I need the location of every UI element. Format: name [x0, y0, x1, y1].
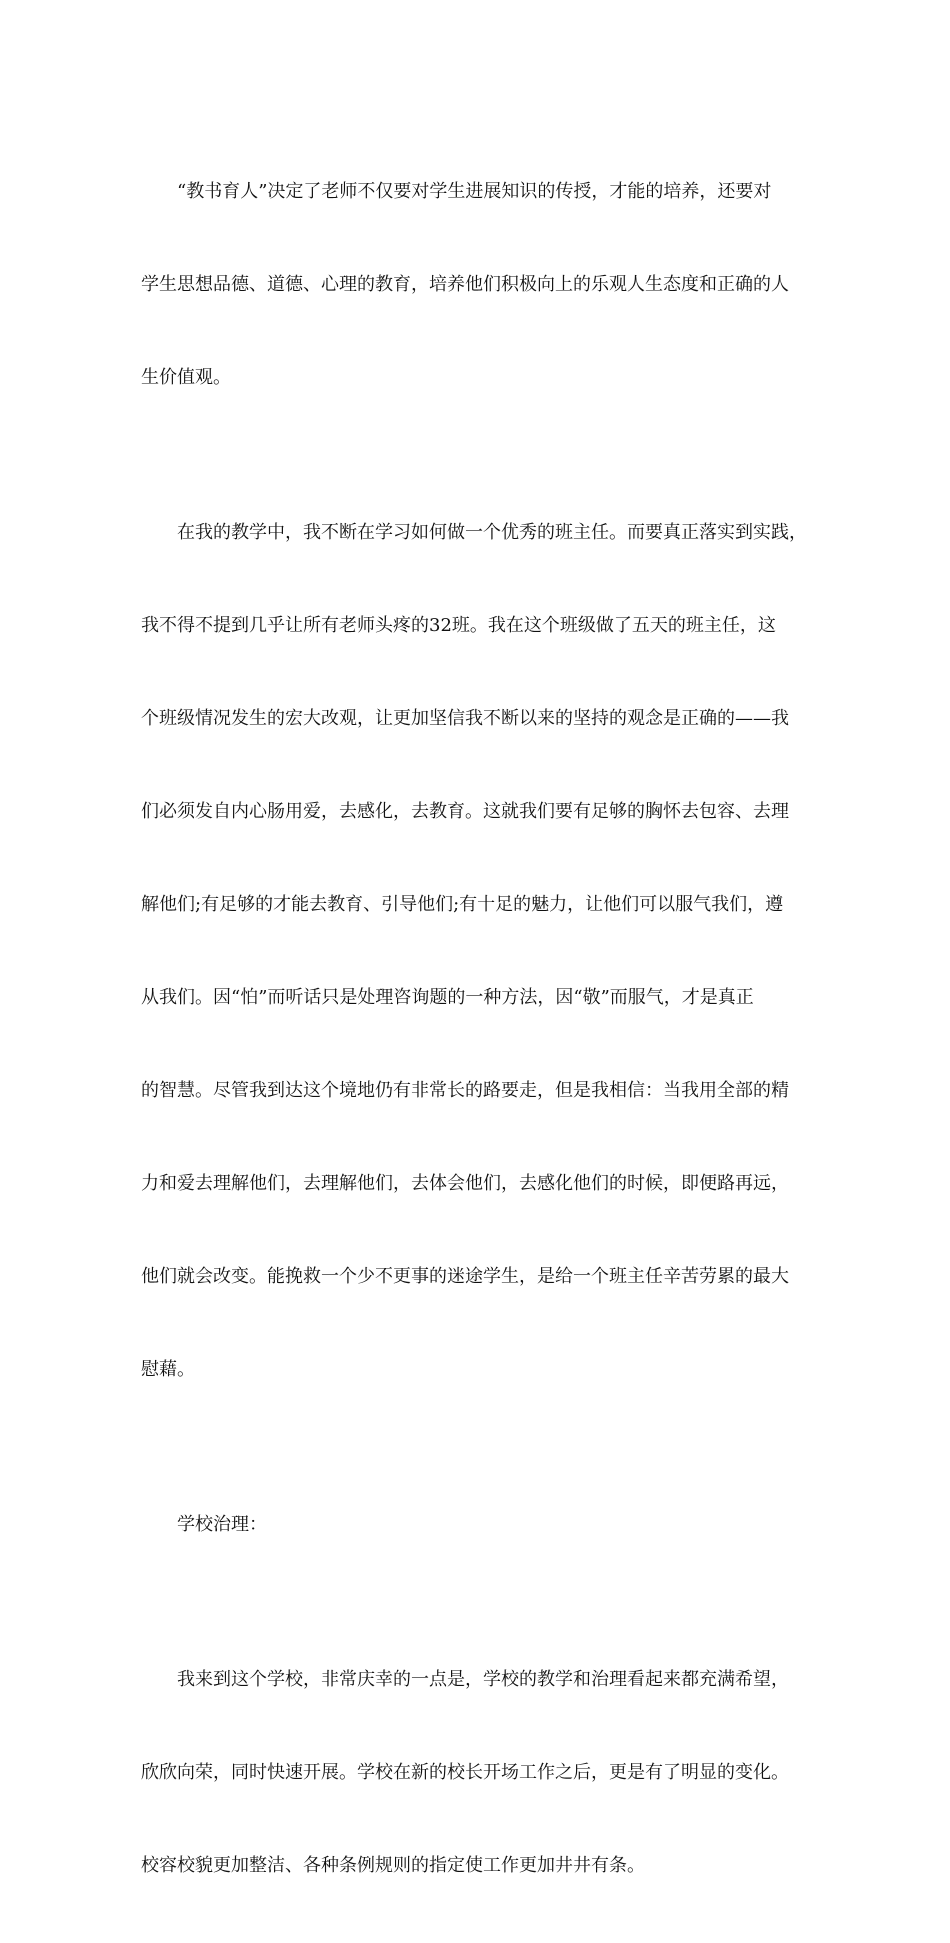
- paragraph-4-line-2: 欣欣向荣，同时快速开展。学校在新的校长开场工作之后，更是有了明显的变化。: [141, 1762, 789, 1783]
- paragraph-2-line-10: 慰藉。: [141, 1359, 195, 1380]
- paragraph-2-line-4: 们必须发自内心肠用爱，去感化，去教育。这就我们要有足够的胸怀去包容、去理: [141, 801, 789, 822]
- paragraph-4-line-3: 校容校貌更加整洁、各种条例规则的指定使工作更加井井有条。: [141, 1855, 645, 1876]
- document-body: [141, 114, 817, 1943]
- paragraph-2-line-5: 解他们;有足够的才能去教育、引导他们;有十足的魅力，让他们可以服气我们，遵: [141, 894, 784, 915]
- paragraph-4: [141, 1602, 817, 1943]
- paragraph-1-line-1: “教书育人”决定了老师不仅要对学生进展知识的传授，才能的培养，还要对: [177, 181, 772, 202]
- paragraph-2-line-6: 从我们。因“怕”而听话只是处理咨询题的一种方法，因“敬”而服气，才是真正: [141, 987, 754, 1008]
- section-heading-school-management: [141, 1447, 817, 1602]
- paragraph-2: [141, 455, 817, 1447]
- paragraph-2-line-2: 我不得不提到几乎让所有老师头疼的32班。我在这个班级做了五天的班主任，这: [141, 615, 776, 636]
- paragraph-2-line-1: 在我的教学中，我不断在学习如何做一个优秀的班主任。而要真正落实到实践，: [177, 522, 807, 543]
- paragraph-1: [141, 114, 817, 455]
- paragraph-2-line-3: 个班级情况发生的宏大改观，让更加坚信我不断以来的坚持的观念是正确的——我: [141, 708, 789, 729]
- paragraph-2-line-8: 力和爱去理解他们，去理解他们，去体会他们，去感化他们的时候，即便路再远，: [141, 1173, 789, 1194]
- paragraph-2-line-9: 他们就会改变。能挽救一个少不更事的迷途学生，是给一个班主任辛苦劳累的最大: [141, 1266, 789, 1287]
- section-heading-line: 学校治理：: [177, 1514, 267, 1535]
- paragraph-2-line-7: 的智慧。尽管我到达这个境地仍有非常长的路要走，但是我相信：当我用全部的精: [141, 1080, 789, 1101]
- paragraph-1-line-2: 学生思想品德、道德、心理的教育，培养他们积极向上的乐观人生态度和正确的人: [141, 274, 789, 295]
- paragraph-1-line-3: 生价值观。: [141, 367, 231, 388]
- paragraph-4-line-1: 我来到这个学校，非常庆幸的一点是，学校的教学和治理看起来都充满希望，: [177, 1669, 789, 1690]
